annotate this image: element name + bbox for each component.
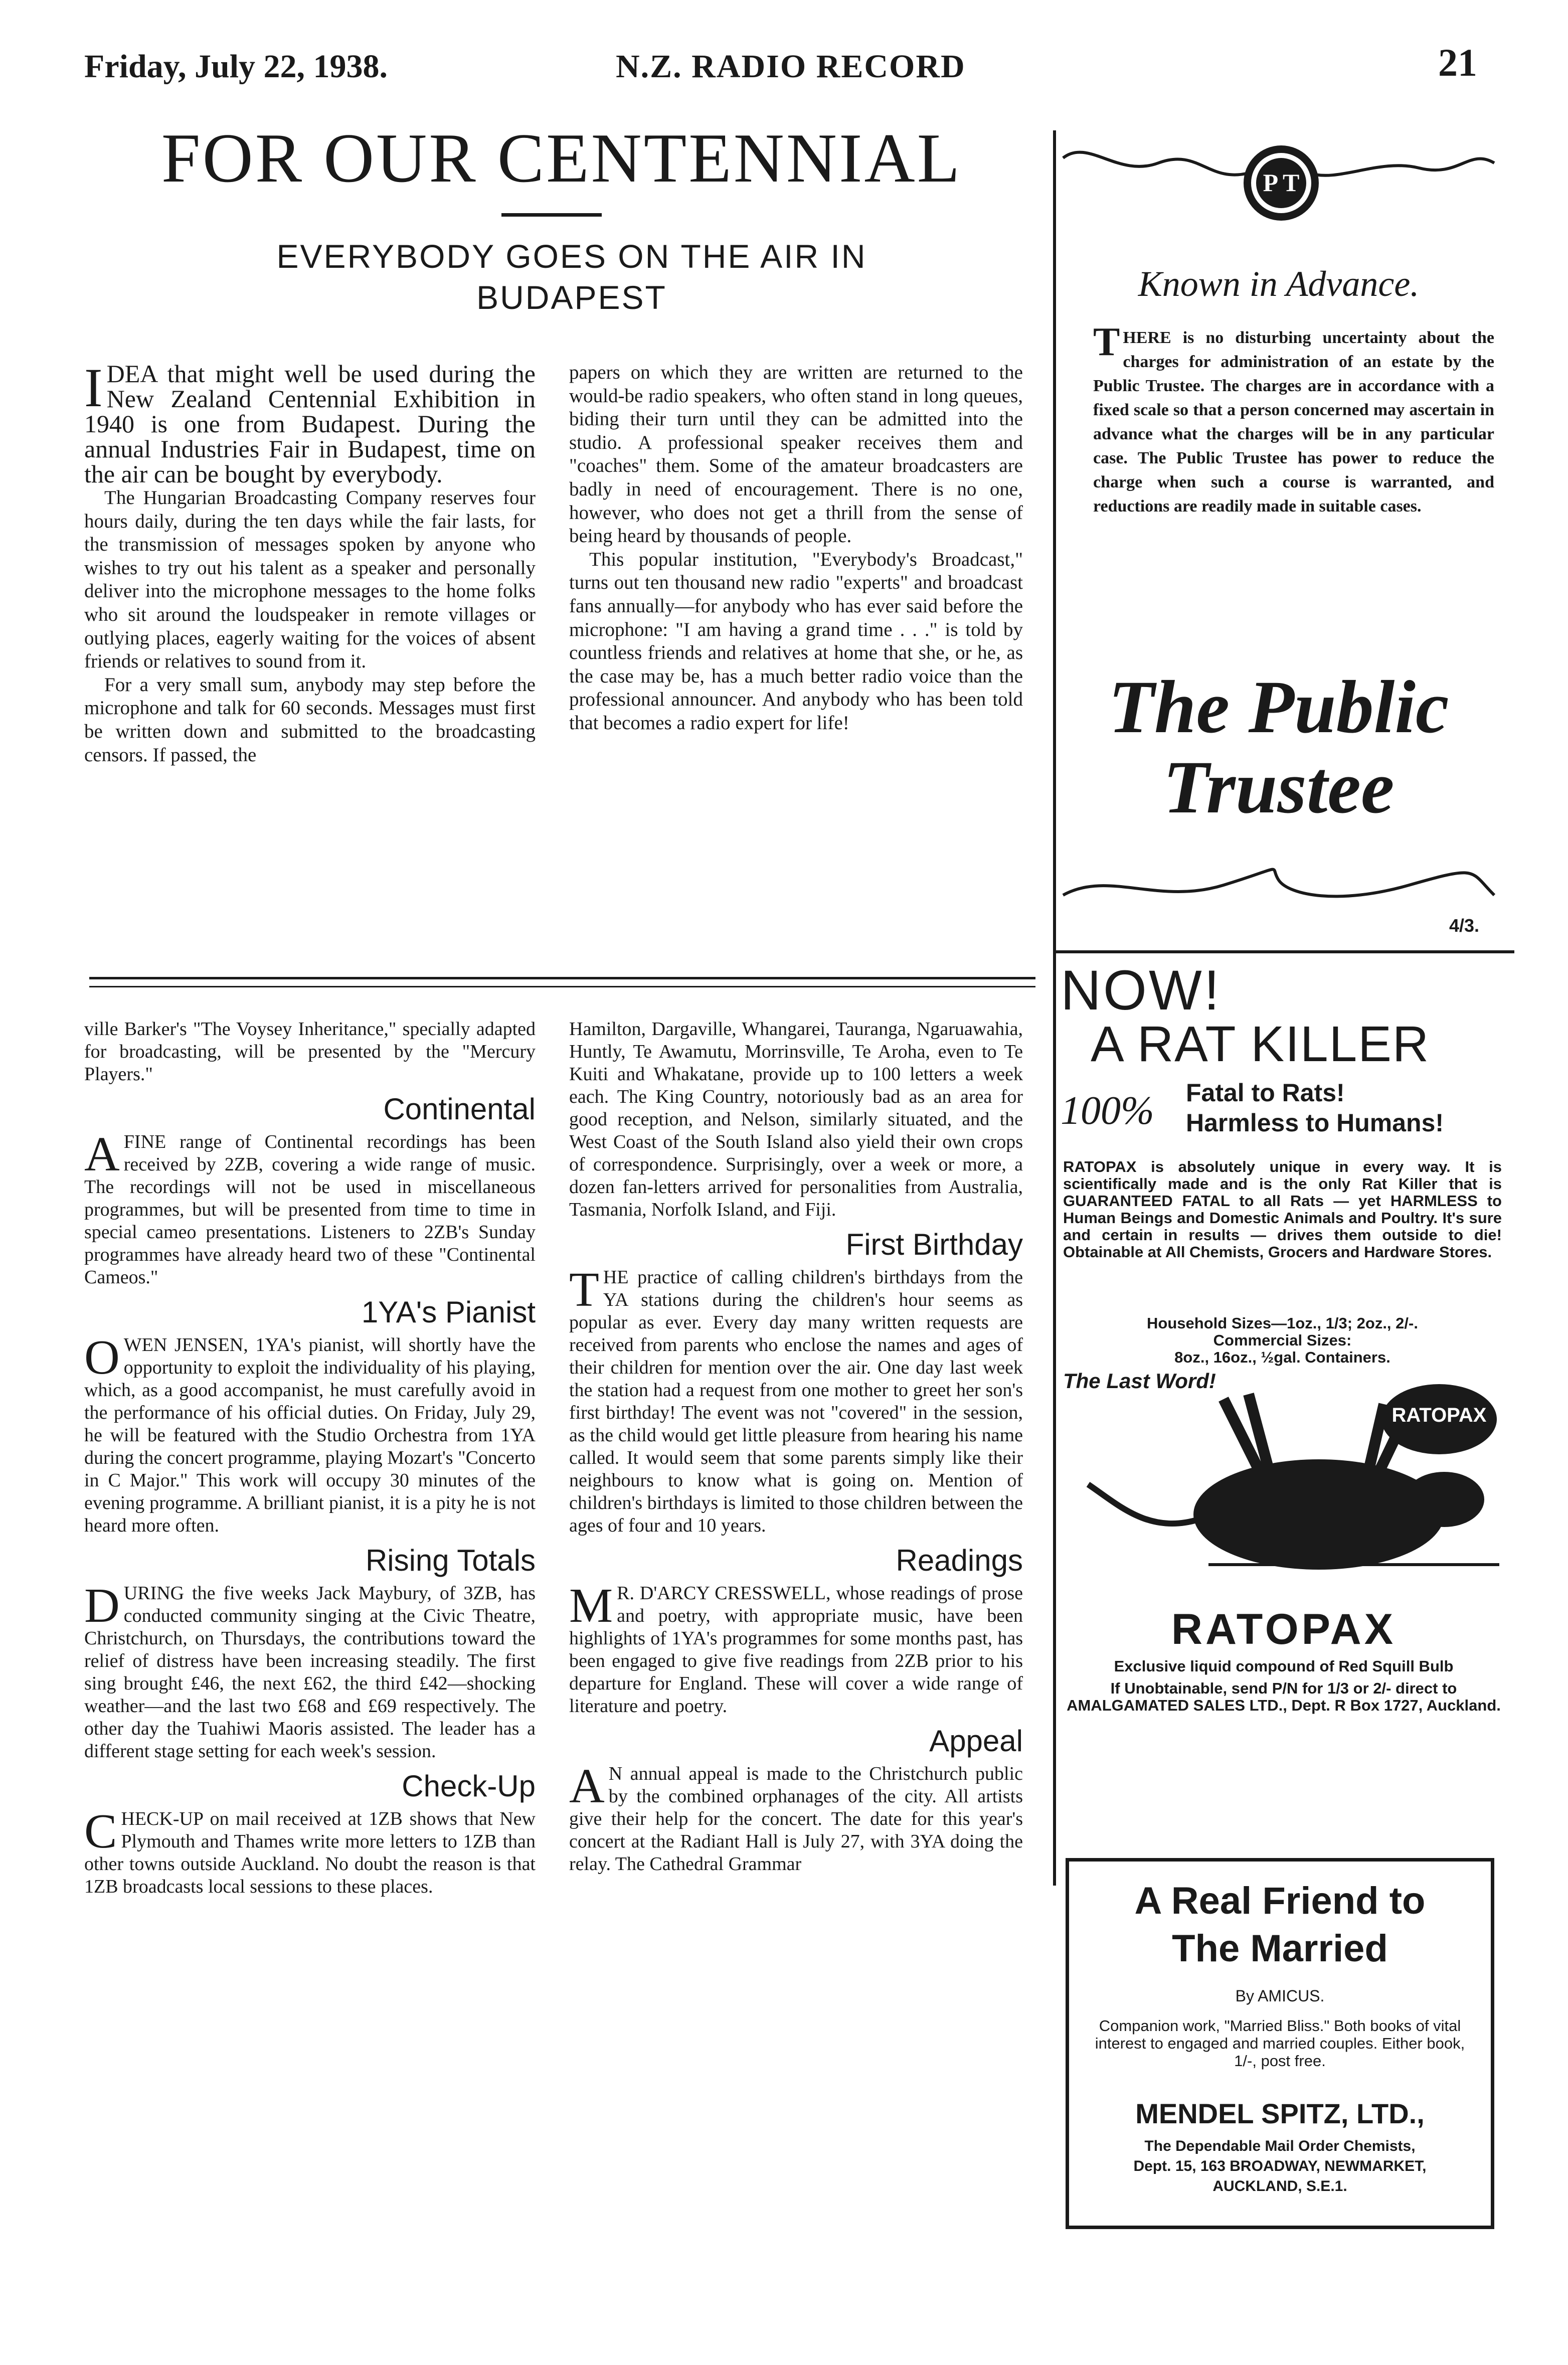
- dropcap: A: [84, 1127, 120, 1181]
- section-heading: Continental: [383, 1092, 536, 1126]
- section-divider: [89, 977, 1035, 979]
- section-text: HECK-UP on mail received at 1ZB shows that New Plymouth and Thames write more letters to 1ZB than other towns outside Auckland. No doubt the reason is that 1ZB broadcasts local sessions to these places.: [84, 1808, 536, 1897]
- ratopax-sizes: [1063, 1315, 1502, 1366]
- trustee-heading: Known in Advance.: [1138, 264, 1420, 304]
- married-headline-2: The Married: [1172, 1927, 1388, 1970]
- ratopax-fatal: Fatal to Rats!: [1186, 1079, 1345, 1107]
- article-paragraph: papers on which they are written are returned to the would-be radio speakers, who often stand in long queues, biding their turn until they can be admitted into the studio. A professional speaker receives them and "coaches" them. Some of the amateur broadcasters are badly in need of encouragement. There is no one, however, who does not get a thrill from the sense of being heard by thousands of people.: [569, 362, 1023, 547]
- dropcap: O: [84, 1330, 120, 1385]
- ratopax-sizes-line: Household Sizes—1oz., 1/3; 2oz., 2/-.: [1147, 1314, 1418, 1332]
- issue-date: Friday, July 22, 1938.: [84, 48, 388, 85]
- dropcap: T: [1093, 320, 1120, 364]
- ratopax-sizes-line: Commercial Sizes:: [1213, 1331, 1352, 1349]
- married-ad: [1066, 1858, 1494, 2229]
- section-text: HE practice of calling children's birthdays from the YA stations during the children's hour seems as popular as ever. Every day many written requests are received from parents who enclose the names and ages of their children for mention over the air. One day last week the station had a request from one mother to greet her son's first birthday! The event was not "covered" in the session, as the child would get little pleasure from hearing his name called. It would seem that some parents simply like their neighbours to know what is going on. Mention of children's birthdays is limited to those children between the ages of four and 10 years.: [569, 1267, 1023, 1536]
- article-paragraph: DEA that might well be used during the New Zealand Centennial Exhibition in 1940 is one from Budapest. During the annual Industries Fair in Budapest, time on the air can be bought by everybody.: [84, 360, 536, 488]
- ad-border: [1053, 950, 1514, 953]
- section-heading: Appeal: [929, 1724, 1023, 1758]
- married-address: [1069, 2136, 1491, 2197]
- married-author: By AMICUS.: [1235, 1987, 1325, 2005]
- article-column-2: [569, 361, 1023, 735]
- trustee-logo-line2: Trustee: [1163, 746, 1395, 829]
- trustee-logo-line1: The Public: [1108, 665, 1449, 749]
- ratopax-ad: [1058, 958, 1509, 1810]
- section-heading: Check-Up: [402, 1769, 536, 1803]
- article-column-1: [84, 357, 536, 767]
- section-text: N annual appeal is made to the Christchurch public by the combined orphanages of the city. All artists give their help for the concert. The date for this year's concert at the Radiant Hall is July 27, with 3YA doing the relay. The Cathedral Grammar: [569, 1763, 1023, 1875]
- ratopax-tagline: The Last Word!: [1063, 1369, 1216, 1393]
- ratopax-headline: A RAT KILLER: [1091, 1016, 1430, 1072]
- dropcap: C: [84, 1804, 117, 1859]
- trustee-body: [1093, 320, 1494, 519]
- dropcap: M: [569, 1579, 613, 1633]
- article-paragraph: This popular institution, "Everybody's Broadcast," turns out ten thousand new radio "experts" and broadcast fans annually—for anybody who has ever said before the microphone: "I am having a grand time . . ." is told by countless friends and relatives at home that she, or he, as the case may be, has a much better radio voice than the professional announcer. And anybody who has been told that becomes a radio expert for life!: [569, 548, 1023, 734]
- married-body: Companion work, "Married Bliss." Both books of vital interest to engaged and married couples. Either book, 1/-, post free.: [1095, 2017, 1465, 2070]
- page-number: 21: [1438, 41, 1477, 84]
- ratopax-harmless: Harmless to Humans!: [1186, 1109, 1444, 1137]
- ratopax-sizes-line: 8oz., 16oz., ½gal. Containers.: [1174, 1348, 1390, 1366]
- article-title: FOR OUR CENTENNIAL: [161, 119, 962, 197]
- address-line: Dept. 15, 163 BROADWAY, NEWMARKET,: [1133, 2158, 1427, 2174]
- ratopax-badge: RATOPAX: [1391, 1404, 1487, 1426]
- section-heading: Rising Totals: [365, 1544, 536, 1577]
- ratopax-compound: Exclusive liquid compound of Red Squill Bulb: [1114, 1657, 1454, 1675]
- article-paragraph: For a very small sum, anybody may step before the microphone and talk for 60 seconds. Messages must first be written down and submitted to the broadcasting censors. If passed, the: [84, 673, 536, 766]
- section-heading: Readings: [896, 1544, 1023, 1577]
- trustee-text: HERE is no disturbing uncertainty about the charges for administration of an estate by the Public Trustee. The charges are in accordance with a fixed scale so that a person concerned may ascertain in advance what the charges will be in any particular case. The Public Trustee has power to reduce the charge when such a course is warranted, and reductions are readily made in suitable cases.: [1093, 328, 1494, 516]
- title-rule: [501, 213, 602, 217]
- ad-border: [1053, 130, 1056, 1886]
- carryover-text: Hamilton, Dargaville, Whangarei, Tauranga, Ngaruawahia, Huntly, Te Awamutu, Morrinsville, Te Aroha, even to Te Kuiti and Whakatane, provide up to 100 letters a week each. The King Country, notoriously bad as an area for good reception, and Nelson, similarly situated, and the West Coast of the South Island also yield their own crops of correspondence. Surprisingly, over a week or more, a dozen fan-letters arrived for personalities from Australia, Tasmania, Norfolk Island, and Fiji.: [569, 1019, 1023, 1220]
- ratopax-body: RATOPAX is absolutely unique in every way. It is scientifically made and is the only Rat Killer that is GUARANTEED FATAL to all Rats — yet HARMLESS to Human Beings and Domestic Animals and Poultry. It's sure and certain in results — drives them outside to die! Obtainable at All Chemists, Grocers and Hardware Stores.: [1063, 1158, 1502, 1261]
- dropcap: A: [569, 1759, 605, 1813]
- section-heading: First Birthday: [845, 1228, 1023, 1261]
- dropcap: I: [84, 357, 103, 418]
- ratopax-percent: 100%: [1061, 1089, 1154, 1133]
- carryover-text: ville Barker's "The Voysey Inheritance," specially adapted for broadcasting, will be presented by the "Mercury Players.": [84, 1019, 536, 1085]
- notes-column-1: [84, 1018, 536, 1898]
- address-line: AUCKLAND, S.E.1.: [1212, 2178, 1347, 2194]
- ratopax-order: If Unobtainable, send P/N for 1/3 or 2/- direct to AMALGAMATED SALES LTD., Dept. R Box 1727, Auckland.: [1067, 1679, 1501, 1714]
- married-company: MENDEL SPITZ, LTD.,: [1135, 2098, 1425, 2129]
- publication-name: N.Z. RADIO RECORD: [616, 48, 966, 85]
- article-subtitle: EVERYBODY GOES ON THE AIR IN BUDAPEST: [276, 238, 867, 316]
- trustee-emblem: P T: [1263, 168, 1300, 197]
- public-trustee-ad: [1058, 128, 1499, 950]
- ratopax-brand: RATOPAX: [1171, 1605, 1397, 1653]
- dropcap: T: [569, 1263, 599, 1317]
- ratopax-now: NOW!: [1061, 959, 1222, 1022]
- section-divider: [89, 986, 1035, 987]
- section-heading: 1YA's Pianist: [361, 1295, 536, 1329]
- ad-code: 4/3.: [1449, 915, 1480, 936]
- notes-column-2: [569, 1018, 1023, 1876]
- section-text: FINE range of Continental recordings has been received by 2ZB, covering a wide range of music. The recordings will not be used in miscellaneous programmes, but will be presented from time to time in special cameo presentations. Listeners to 2ZB's Sunday programmes have already heard two of these "Continental Cameos.": [84, 1131, 536, 1288]
- article-paragraph: The Hungarian Broadcasting Company reserves four hours daily, during the ten days while the fair lasts, for the transmission of messages spoken by anyone who wishes to try out his talent as a speaker and personally deliver into the microphone messages to the home folks who sit around the loudspeaker in remote villages or outlying places, eagerly waiting for the voices of absent friends or relatives to sound from it.: [84, 487, 536, 672]
- section-text: WEN JENSEN, 1YA's pianist, will shortly have the opportunity to exploit the individuality of his playing, which, as a good accompanist, he must carefully avoid in the performance of his official duties. On Friday, July 29, he will be featured with the Studio Orchestra from 1YA during the concert programme, playing Mozart's "Concerto in C Major." This work will occupy 30 minutes of the evening programme. A brilliant pianist, it is a pity he is not heard more often.: [84, 1334, 536, 1536]
- section-text: URING the five weeks Jack Maybury, of 3ZB, has conducted community singing at the Civic Theatre, Christchurch, on Thursdays, the contributions toward the relief of distress have been increasing steadily. The first sing brought £46, the next £62, the third £42—shocking weather—and the last two £68 and £69 respectively. The other day the Tuahiwi Maoris assisted. The leader has a different stage setting for each week's session.: [84, 1583, 536, 1762]
- ornament-flourish: [1058, 850, 1499, 910]
- married-headline-1: A Real Friend to: [1134, 1880, 1426, 1922]
- section-text: R. D'ARCY CRESSWELL, whose readings of prose and poetry, with appropriate music, have been highlights of 1YA's programmes for some months past, has been engaged to give five readings from 2ZB prior to his departure for England. These will cover a wide range of literature and poetry.: [569, 1583, 1023, 1717]
- address-line: The Dependable Mail Order Chemists,: [1144, 2138, 1416, 2154]
- dropcap: D: [84, 1579, 120, 1633]
